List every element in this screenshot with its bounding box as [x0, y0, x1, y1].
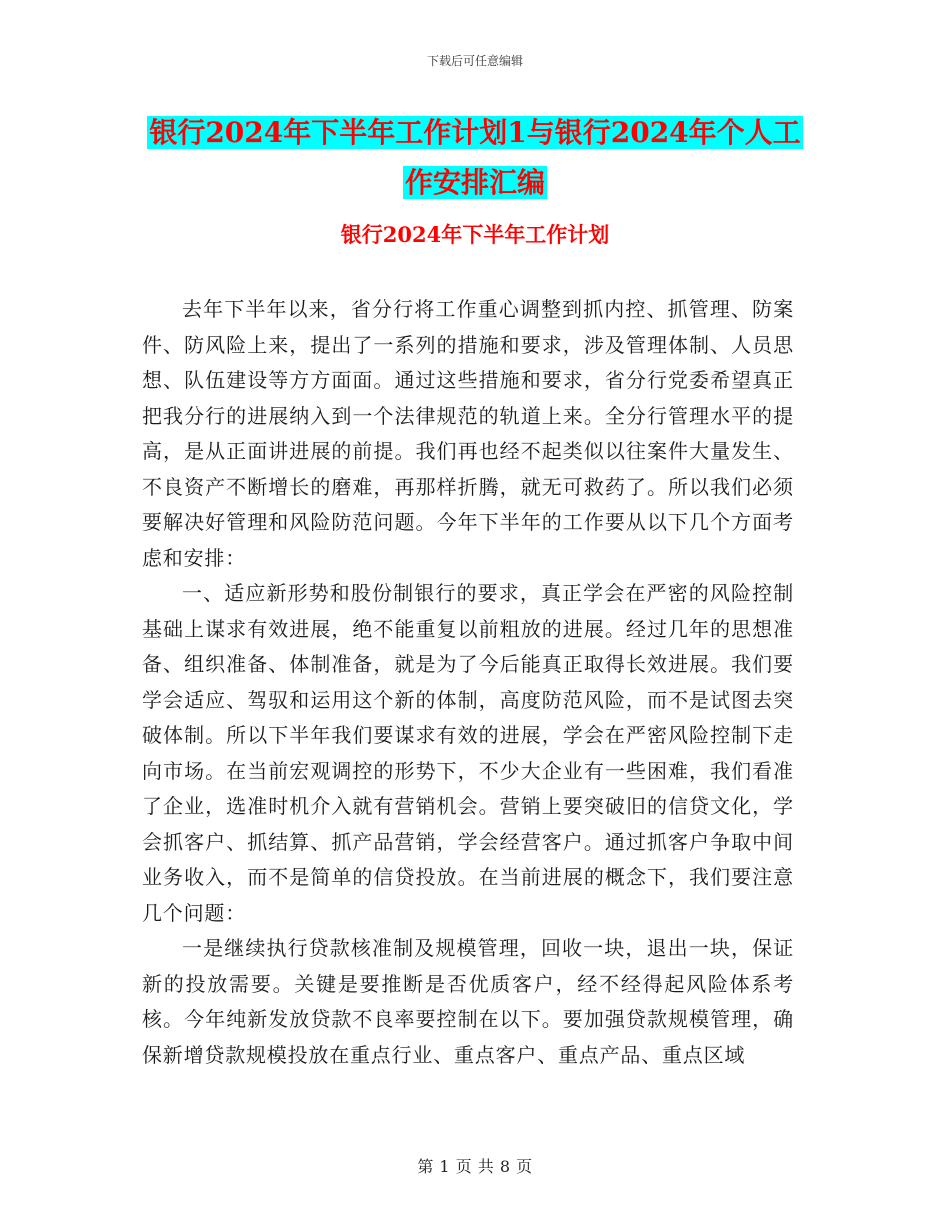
paragraph: 一、适应新形势和股份制银行的要求，真正学会在严密的风险控制基础上谋求有效进展，绝不能重复以前粗放的进展。经过几年的思想准备、组织准备、体制准备，就是为了今后能真正取得长效进展。我们要学会适应、驾驭和运用这个新的体制，高度防范风险，而不是试图去突破体制。所以下半年我们要谋求有效的进展，学会在严密风险控制下走向市场。在当前宏观调控的形势下，不少大企业有一些困难，我们看准了企业，选准时机介入就有营销机会。营销上要突破旧的信贷文化，学会抓客户、抓结算、抓产品营销，学会经营客户。通过抓客户争取中间业务收入，而不是简单的信贷投放。在当前进展的概念下，我们要注意几个问题： [142, 581, 794, 925]
document-title [140, 108, 810, 208]
page-number-footer: 第 1 页 共 8 页 [417, 1157, 533, 1176]
document-title-line-1: 银行2024年下半年工作计划1与银行2024年个人工 [149, 116, 801, 149]
paragraph: 一是继续执行贷款核准制及规模管理，回收一块，退出一块，保证新的投放需要。关键是要推断是否优质客户，经不经得起风险体系考核。今年纯新发放贷款不良率要控制在以下。要加强贷款规模管理，确保新增贷款规模投放在重点行业、重点客户、重点产品、重点区域 [142, 936, 794, 1067]
document-body [142, 292, 794, 1073]
header-note: 下载后可任意编辑 [426, 54, 523, 68]
paragraph: 去年下半年以来，省分行将工作重心调整到抓内控、抓管理、防案件、防风险上来，提出了一系列的措施和要求，涉及管理体制、人员思想、队伍建设等方方面面。通过这些措施和要求，省分行党委希望真正把我分行的进展纳入到一个法律规范的轨道上来。全分行管理水平的提高，是从正面讲进展的前提。我们再也经不起类似以往案件大量发生、不良资产不断增长的磨难，再那样折腾，就无可救药了。所以我们必须要解决好管理和风险防范问题。今年下半年的工作要从以下几个方面考虑和安排： [142, 297, 794, 570]
section-title: 银行2024年下半年工作计划 [340, 222, 610, 247]
document-title-line-2: 作安排汇编 [404, 166, 545, 199]
